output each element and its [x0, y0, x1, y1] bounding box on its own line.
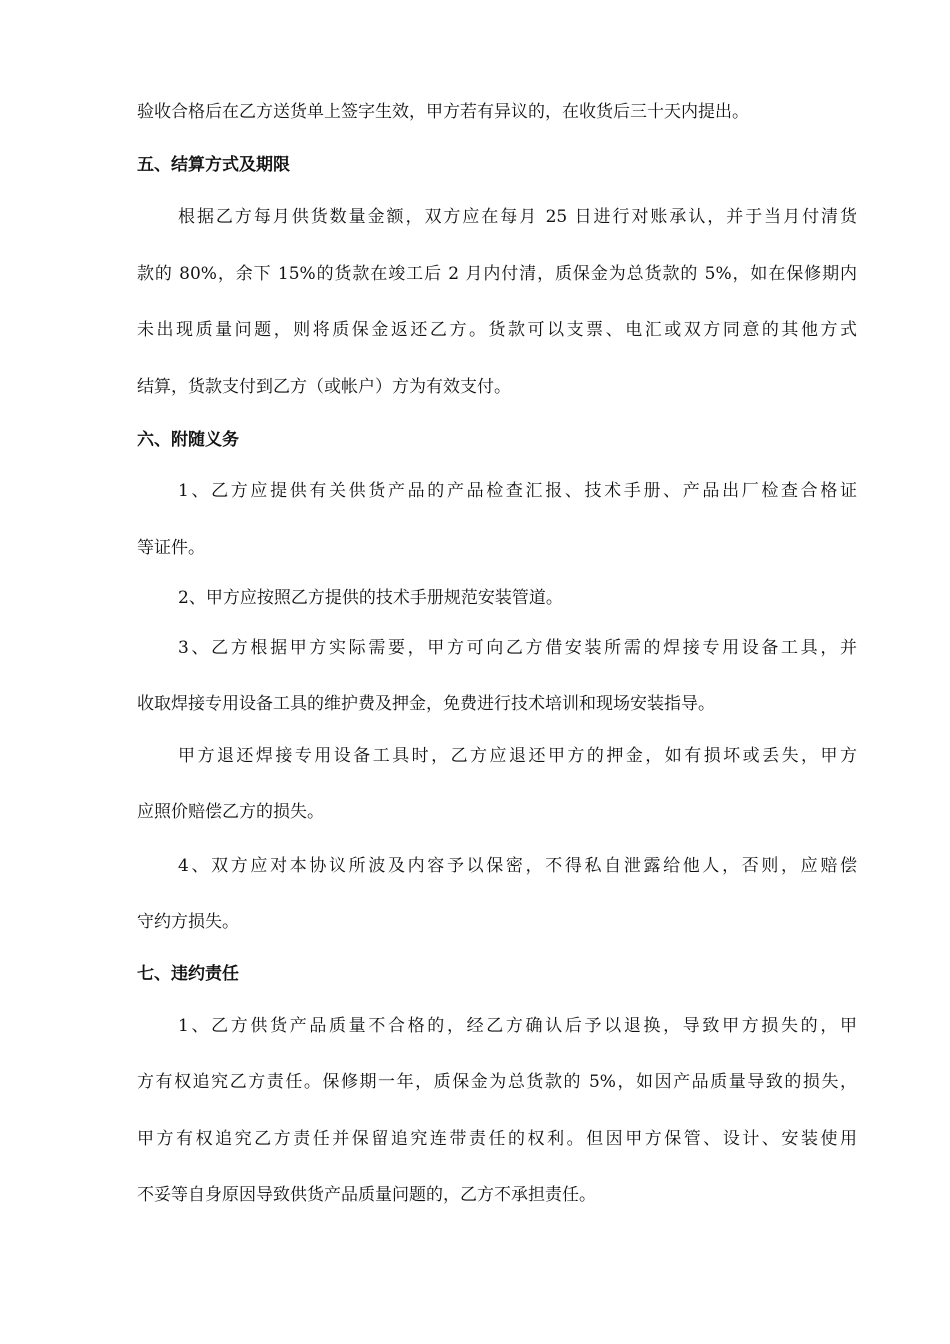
- section-heading-settlement: 五、结算方式及期限: [137, 155, 290, 175]
- paragraph-line: 款的 80%，余下 15%的货款在竣工后 2 月内付清，质保金为总货款的 5%，如在保修期内: [137, 264, 857, 284]
- paragraph-line: 甲方有权追究乙方责任并保留追究连带责任的权利。但因甲方保管、设计、安装使用: [137, 1129, 857, 1149]
- section-heading-obligations: 六、附随义务: [137, 430, 239, 450]
- section-heading-liability: 七、违约责任: [137, 964, 239, 984]
- paragraph-line: 验收合格后在乙方送货单上签字生效，甲方若有异议的，在收货后三十天内提出。: [137, 102, 749, 122]
- paragraph-line: 等证件。: [137, 538, 205, 558]
- paragraph-line: 守约方损失。: [137, 912, 239, 932]
- paragraph-line: 结算，货款支付到乙方（或帐户）方为有效支付。: [137, 377, 511, 397]
- paragraph-line: 4、双方应对本协议所波及内容予以保密，不得私自泄露给他人，否则，应赔偿: [178, 856, 857, 876]
- paragraph-line: 3、乙方根据甲方实际需要，甲方可向乙方借安装所需的焊接专用设备工具，并: [178, 638, 857, 658]
- paragraph-line: 收取焊接专用设备工具的维护费及押金，免费进行技术培训和现场安装指导。: [137, 694, 715, 714]
- paragraph-line: 甲方退还焊接专用设备工具时，乙方应退还甲方的押金，如有损坏或丢失，甲方: [178, 746, 857, 766]
- paragraph-line: 应照价赔偿乙方的损失。: [137, 802, 324, 822]
- paragraph-line: 1、乙方供货产品质量不合格的，经乙方确认后予以退换，导致甲方损失的，甲: [178, 1016, 857, 1036]
- paragraph-line: 1、乙方应提供有关供货产品的产品检查汇报、技术手册、产品出厂检查合格证: [178, 481, 857, 501]
- paragraph-line: 2、甲方应按照乙方提供的技术手册规范安装管道。: [178, 588, 563, 608]
- paragraph-line: 根据乙方每月供货数量金额，双方应在每月 25 日进行对账承认，并于当月付清货: [178, 207, 857, 227]
- paragraph-line: 未出现质量问题，则将质保金返还乙方。货款可以支票、电汇或双方同意的其他方式: [137, 320, 857, 340]
- paragraph-line: 不妥等自身原因导致供货产品质量问题的，乙方不承担责任。: [137, 1185, 596, 1205]
- paragraph-line: 方有权追究乙方责任。保修期一年，质保金为总货款的 5%，如因产品质量导致的损失，: [137, 1072, 857, 1092]
